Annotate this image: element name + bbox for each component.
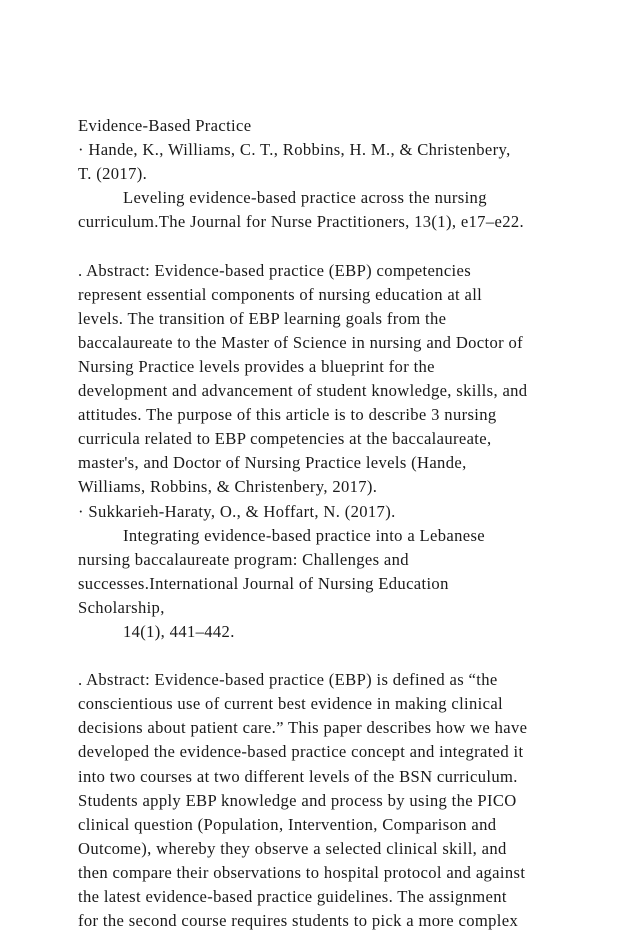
text-line: decisions about patient care.” This paper describes how we have	[78, 718, 528, 738]
text-line: levels. The transition of EBP learning goals from the	[78, 308, 447, 328]
text-line: clinical question (Population, Intervention, Comparison and	[78, 814, 497, 834]
text-line: Integrating evidence-based practice into a Lebanese	[78, 525, 485, 545]
blank-line	[78, 644, 608, 668]
document-text	[78, 114, 608, 933]
text-line: developed the evidence-based practice concept and integrated it	[78, 742, 524, 762]
text-line: baccalaureate to the Master of Science in nursing and Doctor of	[78, 332, 524, 352]
text-line: development and advancement of student knowledge, skills, and	[78, 381, 528, 401]
text-line: · Hande, K., Williams, C. T., Robbins, H. M., & Christenbery,	[78, 140, 511, 160]
text-line: curriculum.The Journal for Nurse Practitioners, 13(1), e17–e22.	[78, 212, 524, 232]
text-line: · Sukkarieh-Haraty, O., & Hoffart, N. (2017).	[78, 501, 396, 521]
text-line: nursing baccalaureate program: Challenges and	[78, 549, 409, 569]
text-line: Scholarship,	[78, 597, 165, 617]
text-line: master's, and Doctor of Nursing Practice levels (Hande,	[78, 453, 467, 473]
text-line: Students apply EBP knowledge and process by using the PICO	[78, 790, 517, 810]
text-line: Leveling evidence-based practice across the nursing	[78, 188, 487, 208]
text-line: conscientious use of current best evidence in making clinical	[78, 694, 503, 714]
text-line: Williams, Robbins, & Christenbery, 2017).	[78, 477, 378, 497]
blank-line	[78, 234, 608, 258]
text-line: into two courses at two different levels of the BSN curriculum.	[78, 766, 518, 786]
text-line: represent essential components of nursing education at all	[78, 284, 483, 304]
text-line: 14(1), 441–442.	[78, 621, 235, 641]
text-line: T. (2017).	[78, 164, 148, 184]
text-line: . Abstract: Evidence-based practice (EBP) is defined as “the	[78, 670, 498, 690]
text-line: curricula related to EBP competencies at the baccalaureate,	[78, 429, 492, 449]
text-line: . Abstract: Evidence-based practice (EBP) competencies	[78, 260, 472, 280]
text-line: Outcome), whereby they observe a selected clinical skill, and	[78, 838, 507, 858]
text-line: Nursing Practice levels provides a blueprint for the	[78, 356, 435, 376]
text-line: attitudes. The purpose of this article is to describe 3 nursing	[78, 405, 497, 425]
text-line-heading: Evidence-Based Practice	[78, 116, 252, 135]
text-line: for the second course requires students to pick a more complex	[78, 911, 519, 931]
text-line: then compare their observations to hospital protocol and against	[78, 862, 526, 882]
text-line: the latest evidence-based practice guidelines. The assignment	[78, 887, 507, 906]
text-line: successes.International Journal of Nursing Education	[78, 573, 449, 593]
